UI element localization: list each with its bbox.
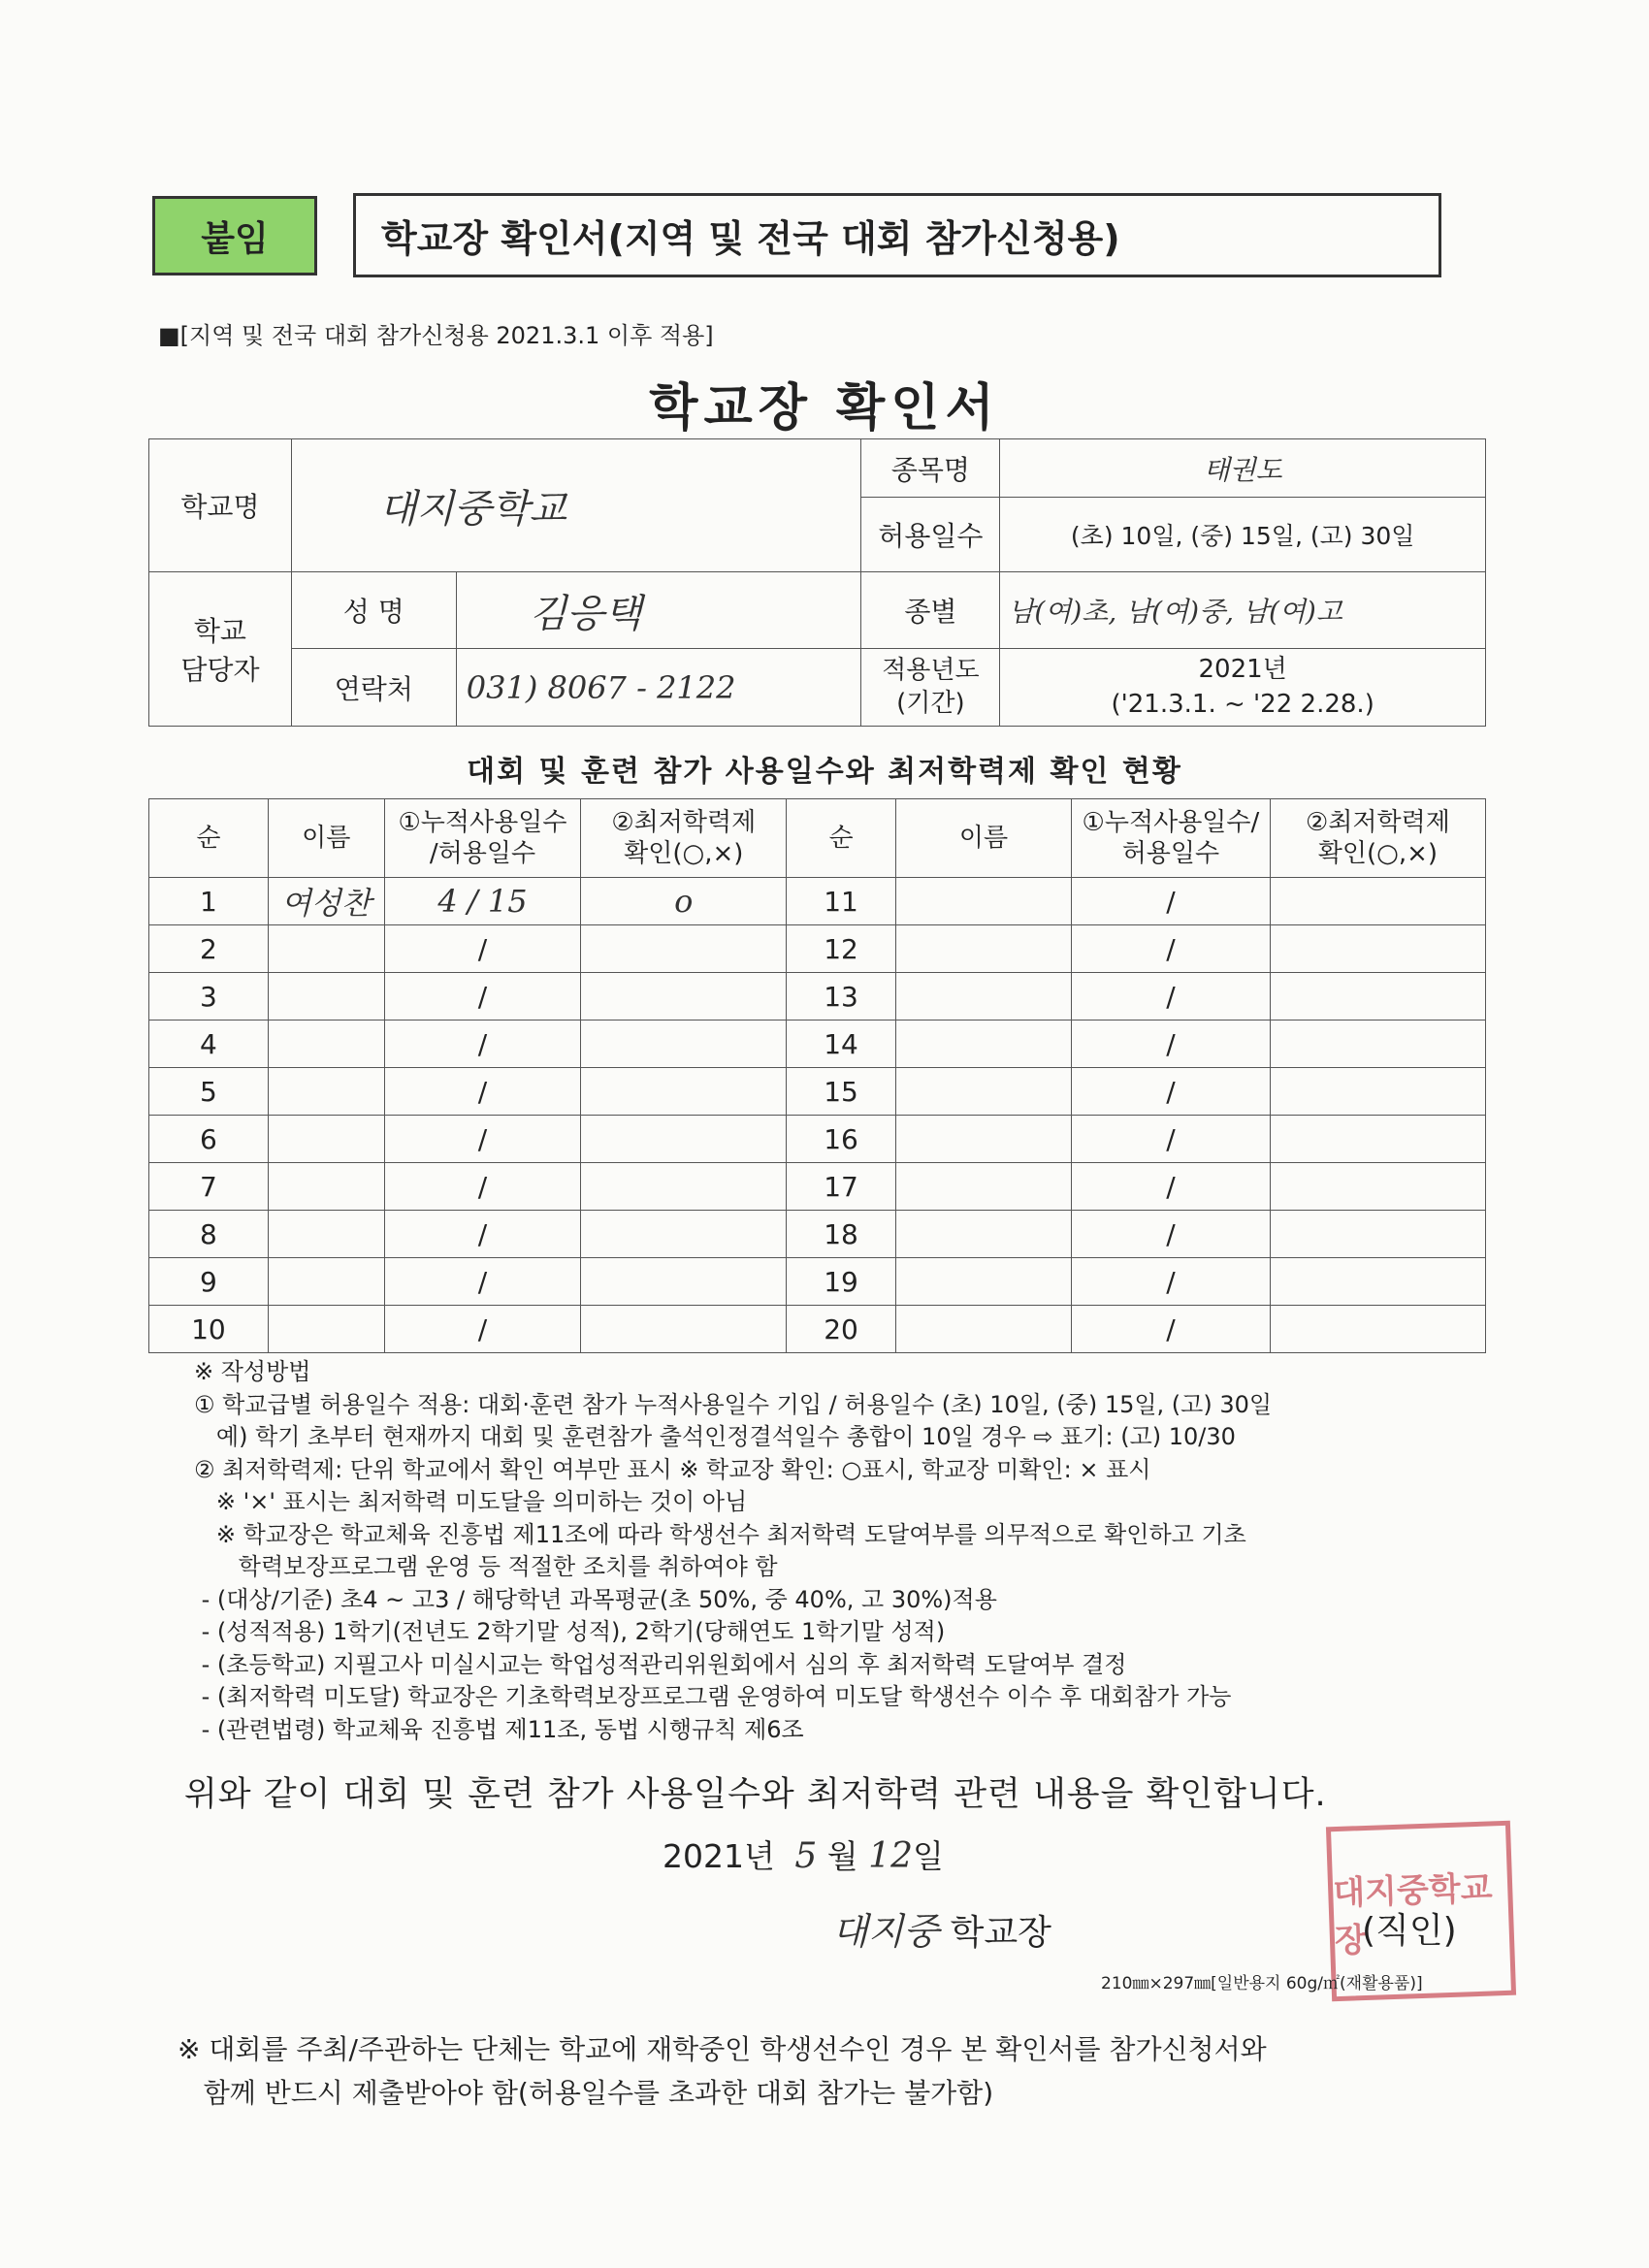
days-cell[interactable]: / xyxy=(1072,973,1271,1021)
header-min-score: ②최저학력제 확인(○,×) xyxy=(581,799,787,878)
student-name-cell[interactable] xyxy=(268,1258,384,1306)
school-name-label: 학교명 xyxy=(149,439,292,572)
table-row xyxy=(149,878,1486,925)
min-score-cell[interactable] xyxy=(581,1306,787,1353)
table-row xyxy=(149,1068,1486,1116)
days-cell[interactable]: 4 / 15 xyxy=(384,878,581,925)
confirmation-statement: 위와 같이 대회 및 훈련 참가 사용일수와 최저학력 관련 내용을 확인합니다. xyxy=(184,1775,1327,1814)
student-name-cell[interactable] xyxy=(895,1258,1071,1306)
min-score-cell[interactable] xyxy=(581,973,787,1021)
document-heading: 학교장 확인서(지역 및 전국 대회 참가신청용) xyxy=(353,193,1441,277)
row-number: 12 xyxy=(787,925,896,973)
student-name-cell[interactable] xyxy=(268,1116,384,1163)
row-number: 2 xyxy=(149,925,269,973)
student-name-cell[interactable] xyxy=(895,1163,1071,1211)
staff-name-field[interactable]: 김응택 xyxy=(456,572,861,649)
student-name-cell[interactable] xyxy=(268,1068,384,1116)
instruction-line: 예) 학기 초부터 현재까지 대회 및 훈련참가 출석인정결석일수 총합이 10일 경우 ⇨ 표기: (고) 10/30 xyxy=(194,1423,1236,1450)
footer-note: ※ 대회를 주최/주관하는 단체는 학교에 재학중인 학생선수인 경우 본 확인서를 참가신청서와 함께 반드시 제출받아야 함(허용일수를 초과한 대회 참가는 불가함) xyxy=(178,2033,1267,2109)
paper-spec: 210㎜×297㎜[일반용지 60g/㎡(재활용품)] xyxy=(1101,1974,1423,1993)
min-score-cell[interactable] xyxy=(581,1068,787,1116)
event-label: 종목명 xyxy=(861,439,1000,498)
days-cell[interactable]: / xyxy=(1072,1116,1271,1163)
days-cell[interactable]: / xyxy=(384,1258,581,1306)
instruction-line: - (최저학력 미도달) 학교장은 기초학력보장프로그램 운영하여 미도달 학생선수 이수 후 대회참가 가능 xyxy=(194,1683,1232,1710)
table-row xyxy=(149,1306,1486,1353)
category-value: 남(여)초, 남(여)중, 남(여)고 xyxy=(1000,572,1486,649)
row-number: 15 xyxy=(787,1068,896,1116)
header-days: ①누적사용일수 /허용일수 xyxy=(384,799,581,878)
instruction-line: 학력보장프로그램 운영 등 적절한 조치를 취하여야 함 xyxy=(194,1553,778,1580)
student-name-cell[interactable] xyxy=(268,1306,384,1353)
allowed-days-label: 허용일수 xyxy=(861,498,1000,572)
instruction-line: - (성적적용) 1학기(전년도 2학기말 성적), 2학기(당해연도 1학기말 성적) xyxy=(194,1618,946,1645)
row-number: 4 xyxy=(149,1021,269,1068)
row-number: 9 xyxy=(149,1258,269,1306)
header-name: 이름 xyxy=(268,799,384,878)
min-score-cell[interactable] xyxy=(1270,973,1485,1021)
table-row xyxy=(149,1211,1486,1258)
min-score-cell[interactable] xyxy=(581,1021,787,1068)
school-name-field[interactable]: 대지중학교 xyxy=(291,439,861,572)
min-score-cell[interactable] xyxy=(1270,1021,1485,1068)
instruction-line: ※ '×' 표시는 최저학력 미도달을 의미하는 것이 아님 xyxy=(194,1488,748,1515)
min-score-cell[interactable] xyxy=(1270,1258,1485,1306)
header-no: 순 xyxy=(149,799,269,878)
signature-date: 2021년 5 월 12일 xyxy=(663,1836,944,1876)
student-name-cell[interactable] xyxy=(895,973,1071,1021)
header-days: ①누적사용일수/ 허용일수 xyxy=(1072,799,1271,878)
row-number: 14 xyxy=(787,1021,896,1068)
usage-table xyxy=(148,798,1486,1353)
days-cell[interactable]: / xyxy=(1072,1163,1271,1211)
official-seal: 대지중학교장 xyxy=(1326,1821,1516,2002)
row-number: 19 xyxy=(787,1258,896,1306)
date-day[interactable]: 12 xyxy=(868,1836,913,1876)
table-row xyxy=(149,1116,1486,1163)
instruction-line: - (대상/기준) 초4 ~ 고3 / 해당학년 과목평균(초 50%, 중 40%, 고 30%)적용 xyxy=(194,1585,997,1613)
instruction-line: - (관련법령) 학교체육 진흥법 제11조, 동법 시행규칙 제6조 xyxy=(194,1715,804,1743)
min-score-cell[interactable] xyxy=(1270,1068,1485,1116)
info-table xyxy=(148,438,1486,727)
instruction-line: ※ 학교장은 학교체육 진흥법 제11조에 따라 학생선수 최저학력 도달여부를 의무적으로 확인하고 기초 xyxy=(194,1520,1246,1548)
student-name-cell[interactable] xyxy=(895,1021,1071,1068)
student-name-cell[interactable] xyxy=(895,1068,1071,1116)
row-number: 6 xyxy=(149,1116,269,1163)
days-cell[interactable]: / xyxy=(1072,1258,1271,1306)
row-number: 8 xyxy=(149,1211,269,1258)
applicability-note: ■[지역 및 전국 대회 참가신청용 2021.3.1 이후 적용] xyxy=(158,322,714,349)
row-number: 20 xyxy=(787,1306,896,1353)
days-cell[interactable]: / xyxy=(1072,1068,1271,1116)
days-cell[interactable]: / xyxy=(1072,1211,1271,1258)
min-score-cell[interactable] xyxy=(1270,925,1485,973)
min-score-cell[interactable] xyxy=(581,1258,787,1306)
year-value: 2021년 ('21.3.1. ~ '22 2.28.) xyxy=(1000,649,1486,727)
student-name-cell[interactable] xyxy=(268,1163,384,1211)
days-cell[interactable]: / xyxy=(384,1163,581,1211)
table-row xyxy=(149,973,1486,1021)
date-month[interactable]: 5 xyxy=(794,1836,818,1876)
min-score-cell[interactable] xyxy=(581,1163,787,1211)
instruction-line: - (초등학교) 지필고사 미실시교는 학업성적관리위원회에서 심의 후 최저학력 도달여부 결정 xyxy=(194,1650,1127,1678)
section-title: 대회 및 훈련 참가 사용일수와 최저학력제 확인 현황 xyxy=(467,755,1182,789)
student-name-cell[interactable] xyxy=(268,1211,384,1258)
days-cell[interactable]: / xyxy=(1072,878,1271,925)
min-score-cell[interactable] xyxy=(581,1116,787,1163)
min-score-cell[interactable] xyxy=(581,925,787,973)
student-name-cell[interactable] xyxy=(895,1211,1071,1258)
min-score-cell[interactable] xyxy=(1270,1163,1485,1211)
table-row xyxy=(149,925,1486,973)
instruction-line: ① 학교급별 허용일수 적용: 대회·훈련 참가 누적사용일수 기입 / 허용일수 (초) 10일, (중) 15일, (고) 30일 xyxy=(194,1390,1273,1418)
min-score-cell[interactable] xyxy=(1270,1211,1485,1258)
year-label: 적용년도 (기간) xyxy=(861,649,1000,727)
min-score-cell[interactable] xyxy=(1270,1116,1485,1163)
row-number: 3 xyxy=(149,973,269,1021)
row-number: 13 xyxy=(787,973,896,1021)
header-no: 순 xyxy=(787,799,896,878)
allowed-days-value: (초) 10일, (중) 15일, (고) 30일 xyxy=(1000,498,1486,572)
contact-field[interactable]: 031) 8067 - 2122 xyxy=(456,649,861,727)
student-name-cell[interactable] xyxy=(895,925,1071,973)
instruction-line: ② 최저학력제: 단위 학교에서 확인 여부만 표시 ※ 학교장 확인: ○표시, 학교장 미확인: × 표시 xyxy=(194,1455,1151,1483)
row-number: 1 xyxy=(149,878,269,925)
student-name-cell[interactable] xyxy=(268,925,384,973)
instruction-line: ※ 작성방법 xyxy=(194,1358,311,1385)
name-label: 성 명 xyxy=(291,572,456,649)
row-number: 11 xyxy=(787,878,896,925)
seal-label: (직인) xyxy=(1362,1911,1457,1951)
table-row xyxy=(149,1021,1486,1068)
student-name-cell[interactable]: 여성찬 xyxy=(268,878,384,925)
table-row xyxy=(149,1163,1486,1211)
student-name-cell[interactable] xyxy=(895,1306,1071,1353)
header-name: 이름 xyxy=(895,799,1071,878)
min-score-cell[interactable] xyxy=(1270,1306,1485,1353)
min-score-cell[interactable] xyxy=(1270,878,1485,925)
row-number: 16 xyxy=(787,1116,896,1163)
staff-label: 학교 담당자 xyxy=(149,572,292,727)
days-cell[interactable]: / xyxy=(384,973,581,1021)
student-name-cell[interactable] xyxy=(268,1021,384,1068)
category-label: 종별 xyxy=(861,572,1000,649)
student-name-cell[interactable] xyxy=(895,878,1071,925)
row-number: 10 xyxy=(149,1306,269,1353)
days-cell[interactable]: / xyxy=(384,1211,581,1258)
days-cell[interactable]: / xyxy=(384,925,581,973)
table-row xyxy=(149,1258,1486,1306)
days-cell[interactable]: / xyxy=(1072,1021,1271,1068)
event-value: 태권도 xyxy=(1000,439,1486,498)
attachment-badge: 붙임 xyxy=(152,196,317,275)
days-cell[interactable]: / xyxy=(384,1116,581,1163)
student-name-cell[interactable] xyxy=(895,1116,1071,1163)
min-score-cell[interactable]: o xyxy=(581,878,787,925)
row-number: 7 xyxy=(149,1163,269,1211)
days-cell[interactable]: / xyxy=(1072,1306,1271,1353)
row-number: 18 xyxy=(787,1211,896,1258)
days-cell[interactable]: / xyxy=(1072,925,1271,973)
days-cell[interactable]: / xyxy=(384,1068,581,1116)
principal-signature: 대지중 학교장 xyxy=(832,1910,1051,1953)
student-name-cell[interactable] xyxy=(268,973,384,1021)
min-score-cell[interactable] xyxy=(581,1211,787,1258)
contact-label: 연락처 xyxy=(291,649,456,727)
days-cell[interactable]: / xyxy=(384,1306,581,1353)
page-title: 학교장 확인서 xyxy=(649,379,1000,437)
row-number: 17 xyxy=(787,1163,896,1211)
instructions xyxy=(194,1356,1504,1746)
header-min-score: ②최저학력제 확인(○,×) xyxy=(1270,799,1485,878)
days-cell[interactable]: / xyxy=(384,1021,581,1068)
row-number: 5 xyxy=(149,1068,269,1116)
